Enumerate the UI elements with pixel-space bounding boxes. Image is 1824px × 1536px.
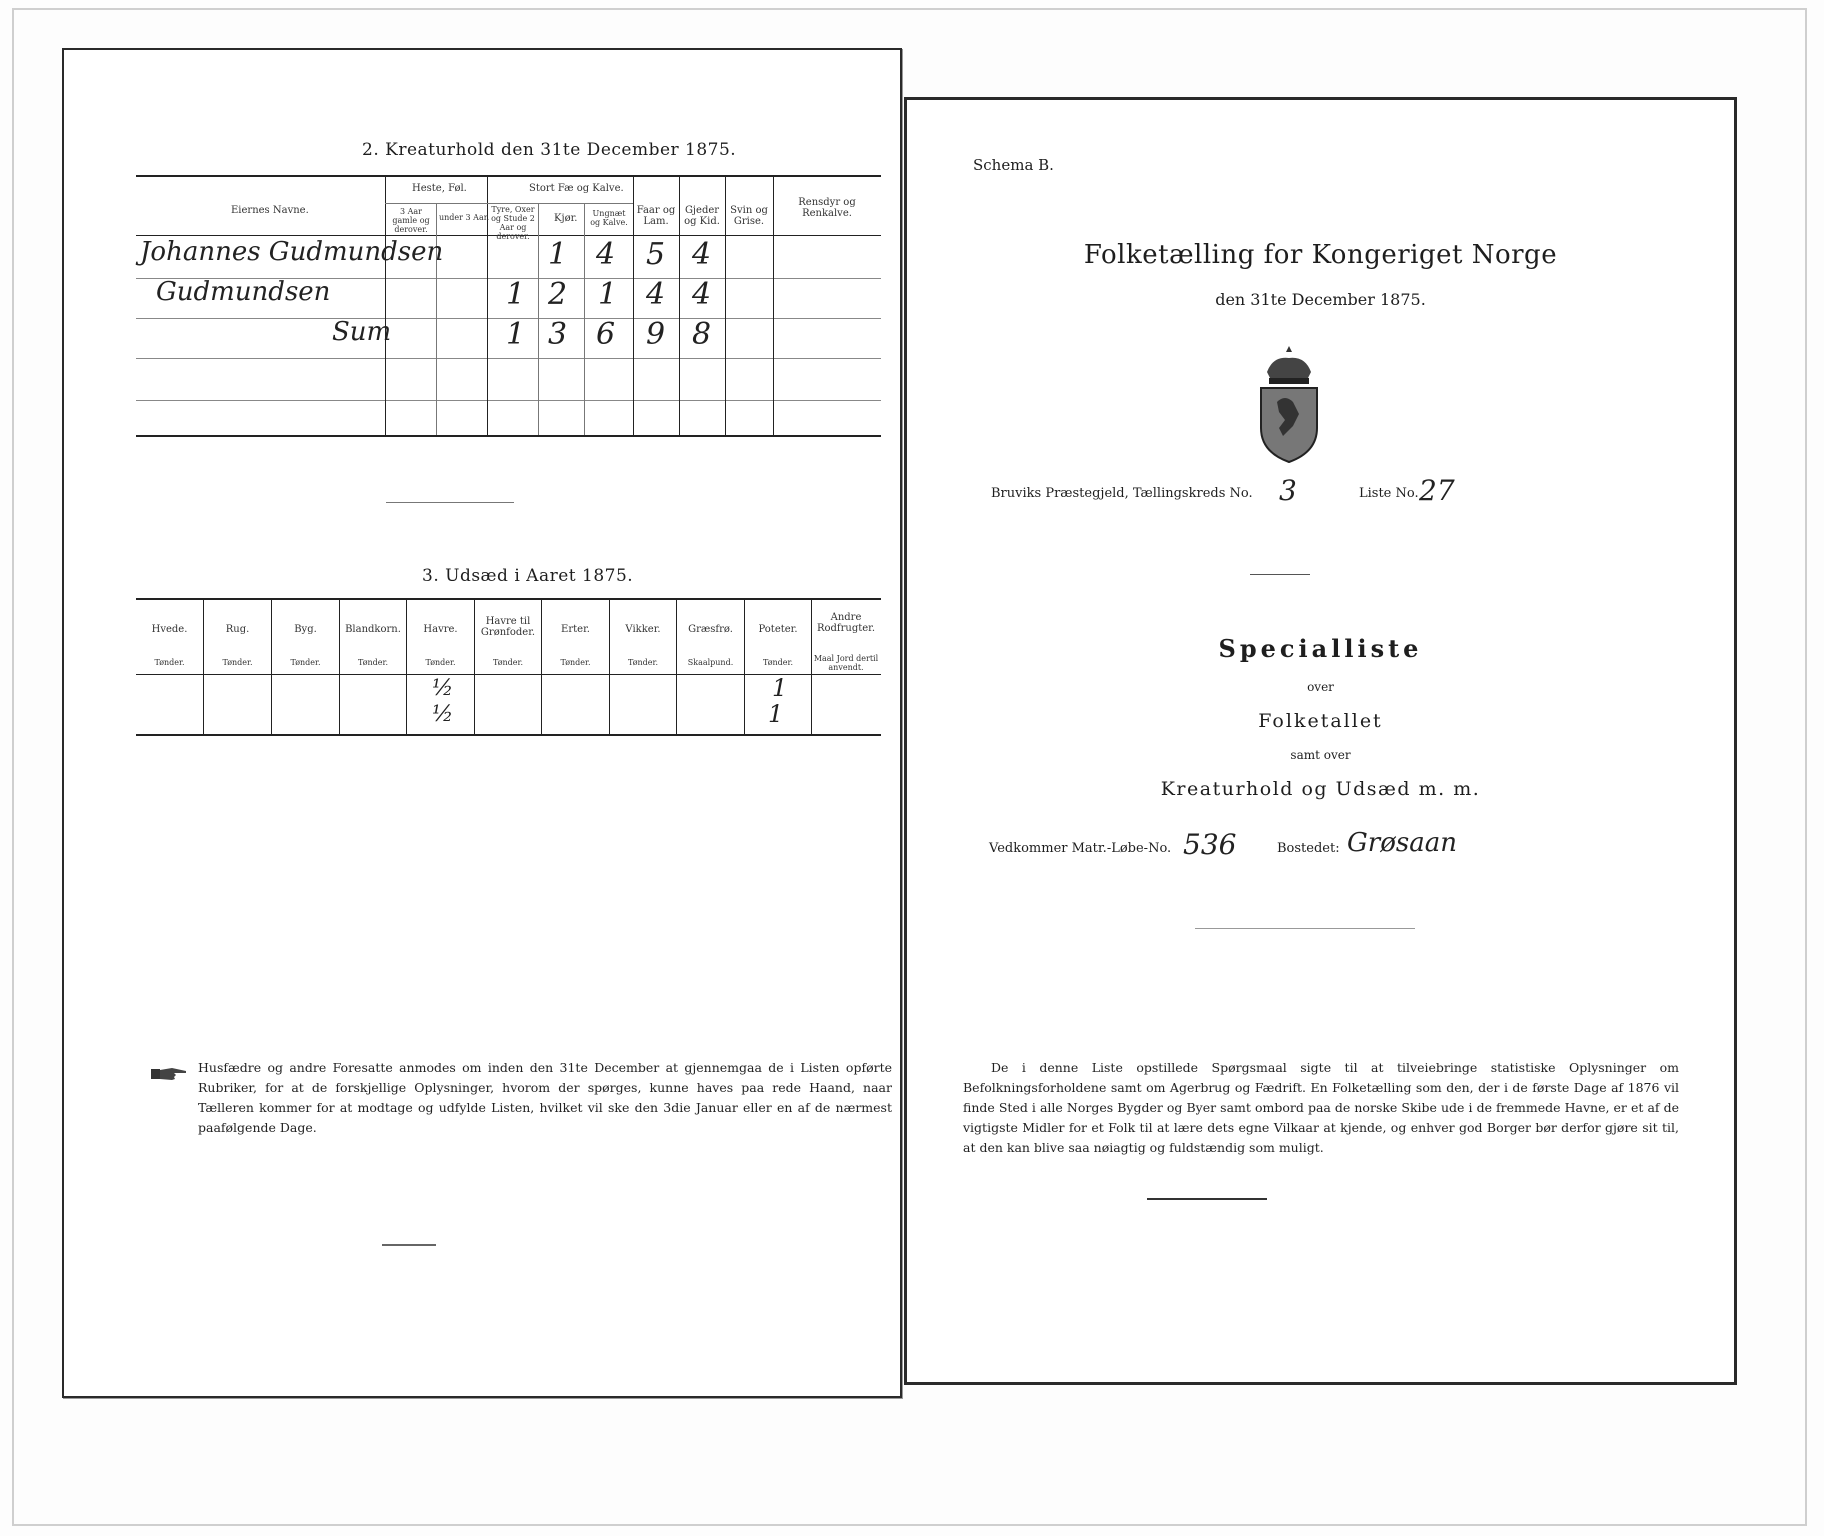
young-row2: 1 xyxy=(598,277,618,312)
unit-vikker: Tønder. xyxy=(627,658,659,667)
owner-col-header: Eiernes Navne. xyxy=(231,205,309,216)
unit-byg: Tønder. xyxy=(290,658,321,667)
sum-label: Sum xyxy=(332,317,392,347)
section3-title: 3. Udsæd i Aaret 1875. xyxy=(422,566,634,586)
sheep-row2: 4 xyxy=(646,277,666,312)
young-sum: 6 xyxy=(596,317,616,352)
goats-col-header: Gjeder og Kid. xyxy=(684,205,720,227)
unit-havre: Tønder. xyxy=(425,658,456,667)
seed-col-poteter: Poteter. xyxy=(758,624,798,635)
poteter-value-2: 1 xyxy=(768,700,784,728)
liste-label: Liste No. xyxy=(1359,486,1419,501)
matr-label: Vedkommer Matr.-Løbe-No. xyxy=(989,841,1172,856)
cattle-group-header: Stort Fæ og Kalve. xyxy=(529,183,624,194)
cattle-sub1-header: Tyre, Oxer og Stude 2 Aar og derover. xyxy=(491,205,535,241)
information-paragraph: De i denne Liste opstillede Spørgsmaal sigte til at tilveiebringe statistiske Oplysninger om Befolkningsforholdene samt om Agerbrug og Fædrift. En Folketælling som den, der i de første Dage af 1876 vil finde Sted i alle Norges Bygder og Byer samt ombord paa de norske Skibe ude i de fremmede Havne, er et af de vigtigste Midler for et Folk til at lære dets egne Vilkaar at kjende, og enhver god Borger bør derfor gjøre sit til, at den kan blive saa nøiagtig og fuldstændig som muligt. xyxy=(963,1060,1679,1155)
unit-blandkorn: Tønder. xyxy=(357,658,389,667)
seed-col-blandkorn: Blandkorn. xyxy=(345,624,401,635)
seed-col-byg: Byg. xyxy=(294,624,317,635)
horses-group-header: Heste, Føl. xyxy=(412,183,467,194)
unit-graesfro: Skaalpund. xyxy=(687,658,734,667)
owner-name-row1: Johannes Gudmundsen xyxy=(140,237,444,267)
cows-row1: 1 xyxy=(548,237,568,272)
divider-left-1 xyxy=(386,502,514,503)
schema-label: Schema B. xyxy=(973,156,1054,174)
young-row1: 4 xyxy=(596,237,616,272)
seed-col-havre: Havre. xyxy=(423,624,458,635)
section2-title: 2. Kreaturhold den 31te December 1875. xyxy=(362,140,737,160)
over-text-1: over xyxy=(1307,680,1334,694)
divider-right-2 xyxy=(1195,928,1415,929)
seed-col-graesfro: Græsfrø. xyxy=(688,624,733,635)
left-page xyxy=(62,48,902,1398)
norway-coat-of-arms-icon xyxy=(1255,344,1323,464)
folketallet-text: Folketallet xyxy=(1258,710,1383,732)
bostedet-value: Grøsaan xyxy=(1347,828,1457,858)
liste-number: 27 xyxy=(1419,474,1455,507)
unit-hvede: Tønder. xyxy=(154,658,185,667)
pigs-col-header: Svin og Grise. xyxy=(730,205,768,227)
sheep-col-header: Faar og Lam. xyxy=(636,205,676,227)
kreaturhold-text: Kreaturhold og Udsæd m. m. xyxy=(1160,778,1481,800)
seed-col-hvede: Hvede. xyxy=(151,624,188,635)
cattle-sub2-header: Kjør. xyxy=(554,213,578,224)
goats-sum: 8 xyxy=(692,317,712,352)
unit-poteter: Tønder. xyxy=(762,658,794,667)
matr-number: 536 xyxy=(1183,828,1237,861)
oxen-sum: 1 xyxy=(506,317,526,352)
divider-left-2 xyxy=(382,1244,436,1246)
main-title: Folketælling for Kongeriget Norge xyxy=(1083,240,1558,270)
poteter-value-1: 1 xyxy=(772,674,788,702)
reindeer-col-header: Rensdyr og Renkalve. xyxy=(798,197,856,219)
seed-col-rug: Rug. xyxy=(225,624,250,635)
unit-erter: Tønder. xyxy=(560,658,591,667)
owner-name-row2: Gudmundsen xyxy=(156,277,331,307)
unit-rodfrugter: Maal Jord dertil anvendt. xyxy=(813,654,879,672)
goats-row2: 4 xyxy=(692,277,712,312)
havre-value-2: ½ xyxy=(432,702,454,727)
goats-row1: 4 xyxy=(692,237,712,272)
unit-gronfoder: Tønder. xyxy=(492,658,524,667)
notice-text: Husfædre og andre Foresatte anmodes om inden den 31te December at gjennemgaa de i Listen opførte Rubriker, for at de forskjellige Oplysninger, hvorom der spørges, kunne haves paa rede Haand, naar Tælleren kommer for at modtage og udfylde Listen, hvilket vil ske den 3die Januar eller en af de nærmest paafølgende Dage. xyxy=(198,1060,892,1135)
horse-sub1-header: 3 Aar gamle og derover. xyxy=(392,207,430,234)
horse-sub2-header: under 3 Aar. xyxy=(439,213,490,222)
cows-row2: 2 xyxy=(548,277,568,312)
district-number: 3 xyxy=(1279,474,1297,507)
divider-right-1 xyxy=(1250,574,1310,575)
parish-label: Bruviks Præstegjeld, Tællingskreds No. xyxy=(991,486,1253,501)
cattle-sub3-header: Ungnæt og Kalve. xyxy=(590,209,628,227)
oxen-row2: 1 xyxy=(506,277,526,312)
seed-table xyxy=(136,598,881,736)
samt-over-text: samt over xyxy=(1290,748,1351,762)
livestock-table xyxy=(136,175,881,437)
seed-col-gronfoder: Havre til Grønfoder. xyxy=(480,616,536,638)
sheep-sum: 9 xyxy=(646,317,666,352)
pointing-hand-icon xyxy=(150,1064,190,1084)
seed-col-rodfrugter: Andre Rodfrugter. xyxy=(816,612,876,634)
specialliste-heading: Specialliste xyxy=(1218,634,1423,663)
sheep-row1: 5 xyxy=(646,237,666,272)
right-page xyxy=(904,97,1737,1385)
seed-col-vikker: Vikker. xyxy=(625,624,661,635)
seed-col-erter: Erter. xyxy=(561,624,590,635)
divider-right-3 xyxy=(1147,1198,1267,1200)
cows-sum: 3 xyxy=(548,317,568,352)
bostedet-label: Bostedet: xyxy=(1277,841,1340,856)
date-subtitle: den 31te December 1875. xyxy=(1215,290,1426,309)
havre-value-1: ½ xyxy=(432,676,454,701)
unit-rug: Tønder. xyxy=(222,658,253,667)
